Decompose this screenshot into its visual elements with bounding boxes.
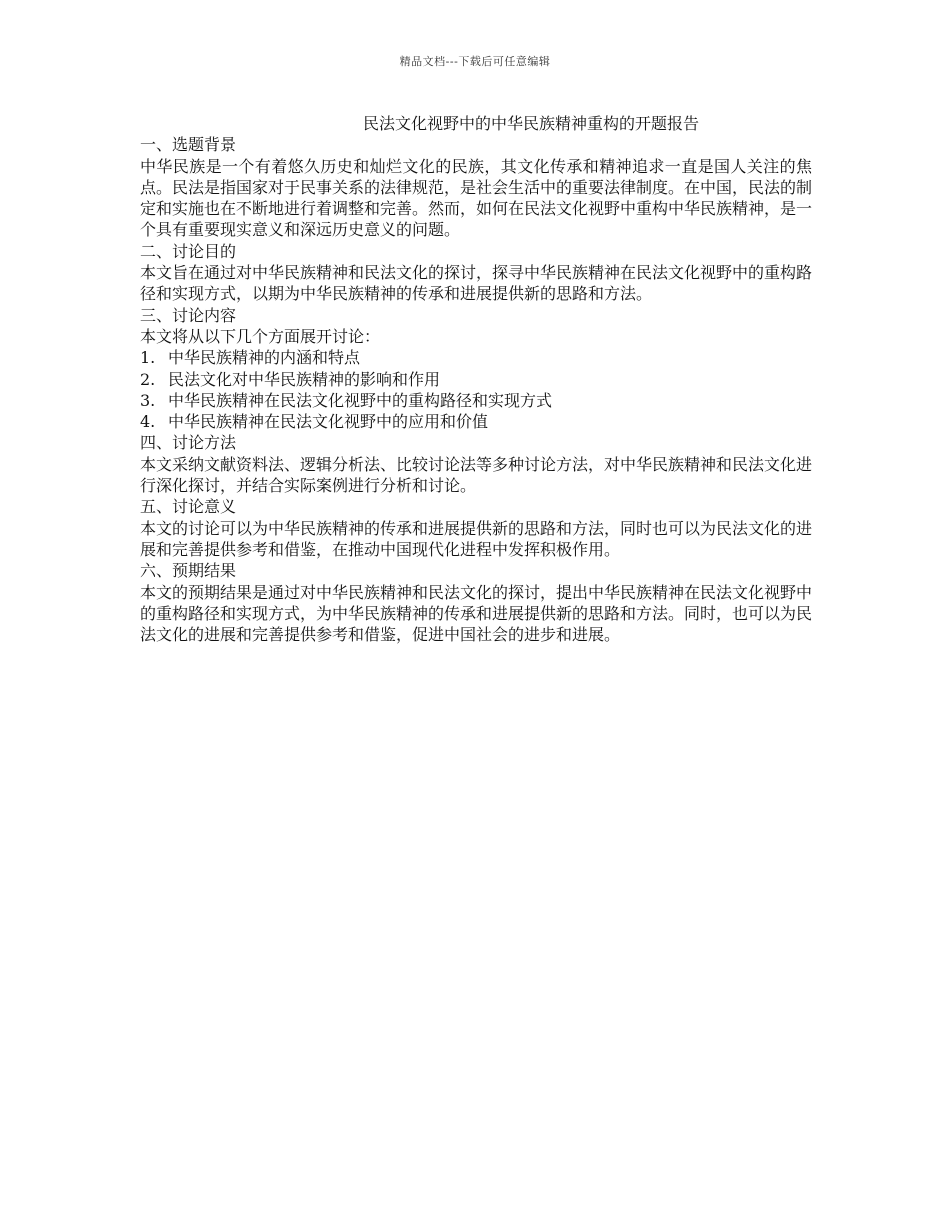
document-title: 民法文化视野中的中华民族精神重构的开题报告 bbox=[363, 114, 700, 133]
section-heading: 二、讨论目的 bbox=[140, 241, 237, 261]
section-paragraph: 中华民族是一个有着悠久历史和灿烂文化的民族，其文化传承和精神追求一直是国人关注的焦点。民法是指国家对于民事关系的法律规范，是社会生活中的重要法律制度。在中国，民法的制定和实施也在不断地进行着调整和完善。然而，如何在民法文化视野中重构中华民族精神，是一个具有重要现实意义和深远历史意义的问题。 bbox=[140, 156, 813, 240]
section-heading: 三、讨论内容 bbox=[140, 305, 237, 325]
section-paragraph: 本文将从以下几个方面展开讨论： bbox=[140, 326, 381, 346]
page-header: 精品文档---下载后可任意编辑 bbox=[399, 55, 551, 68]
section-paragraph: 本文的预期结果是通过对中华民族精神和民法文化的探讨，提出中华民族精神在民法文化视野中的重构路径和实现方式，为中华民族精神的传承和进展提供新的思路和方法。同时，也可以为民法文化的进展和完善提供参考和借鉴，促进中国社会的进步和进展。 bbox=[140, 582, 813, 645]
section-purpose bbox=[140, 241, 812, 305]
document-body bbox=[140, 113, 812, 645]
section-expected-results bbox=[140, 560, 812, 645]
section-paragraph: 本文的讨论可以为中华民族精神的传承和进展提供新的思路和方法，同时也可以为民法文化的进展和完善提供参考和借鉴，在推动中国现代化进程中发挥积极作用。 bbox=[140, 518, 813, 559]
list-number: 2. bbox=[140, 369, 156, 389]
section-heading: 六、预期结果 bbox=[140, 561, 237, 581]
list-item bbox=[140, 411, 812, 432]
section-background bbox=[140, 134, 812, 240]
section-heading: 五、讨论意义 bbox=[140, 497, 237, 517]
section-method bbox=[140, 432, 812, 496]
list-item bbox=[140, 369, 812, 390]
list-item bbox=[140, 347, 812, 368]
list-text: 中华民族精神在民法文化视野中的应用和价值 bbox=[168, 412, 489, 432]
section-heading: 一、选题背景 bbox=[140, 135, 237, 155]
list-item bbox=[140, 390, 812, 411]
list-number: 1. bbox=[140, 348, 156, 368]
list-number: 3. bbox=[140, 390, 156, 410]
list-text: 中华民族精神在民法文化视野中的重构路径和实现方式 bbox=[168, 390, 553, 410]
list-text: 中华民族精神的内涵和特点 bbox=[168, 348, 361, 368]
section-paragraph: 本文旨在通过对中华民族精神和民法文化的探讨，探寻中华民族精神在民法文化视野中的重构路径和实现方式，以期为中华民族精神的传承和进展提供新的思路和方法。 bbox=[140, 263, 813, 304]
list-number: 4. bbox=[140, 412, 156, 432]
section-heading: 四、讨论方法 bbox=[140, 433, 237, 453]
section-content bbox=[140, 305, 812, 433]
section-paragraph: 本文采纳文献资料法、逻辑分析法、比较讨论法等多种讨论方法，对中华民族精神和民法文化进行深化探讨，并结合实际案例进行分析和讨论。 bbox=[140, 454, 813, 496]
section-significance bbox=[140, 496, 812, 560]
list-text: 民法文化对中华民族精神的影响和作用 bbox=[168, 369, 441, 389]
